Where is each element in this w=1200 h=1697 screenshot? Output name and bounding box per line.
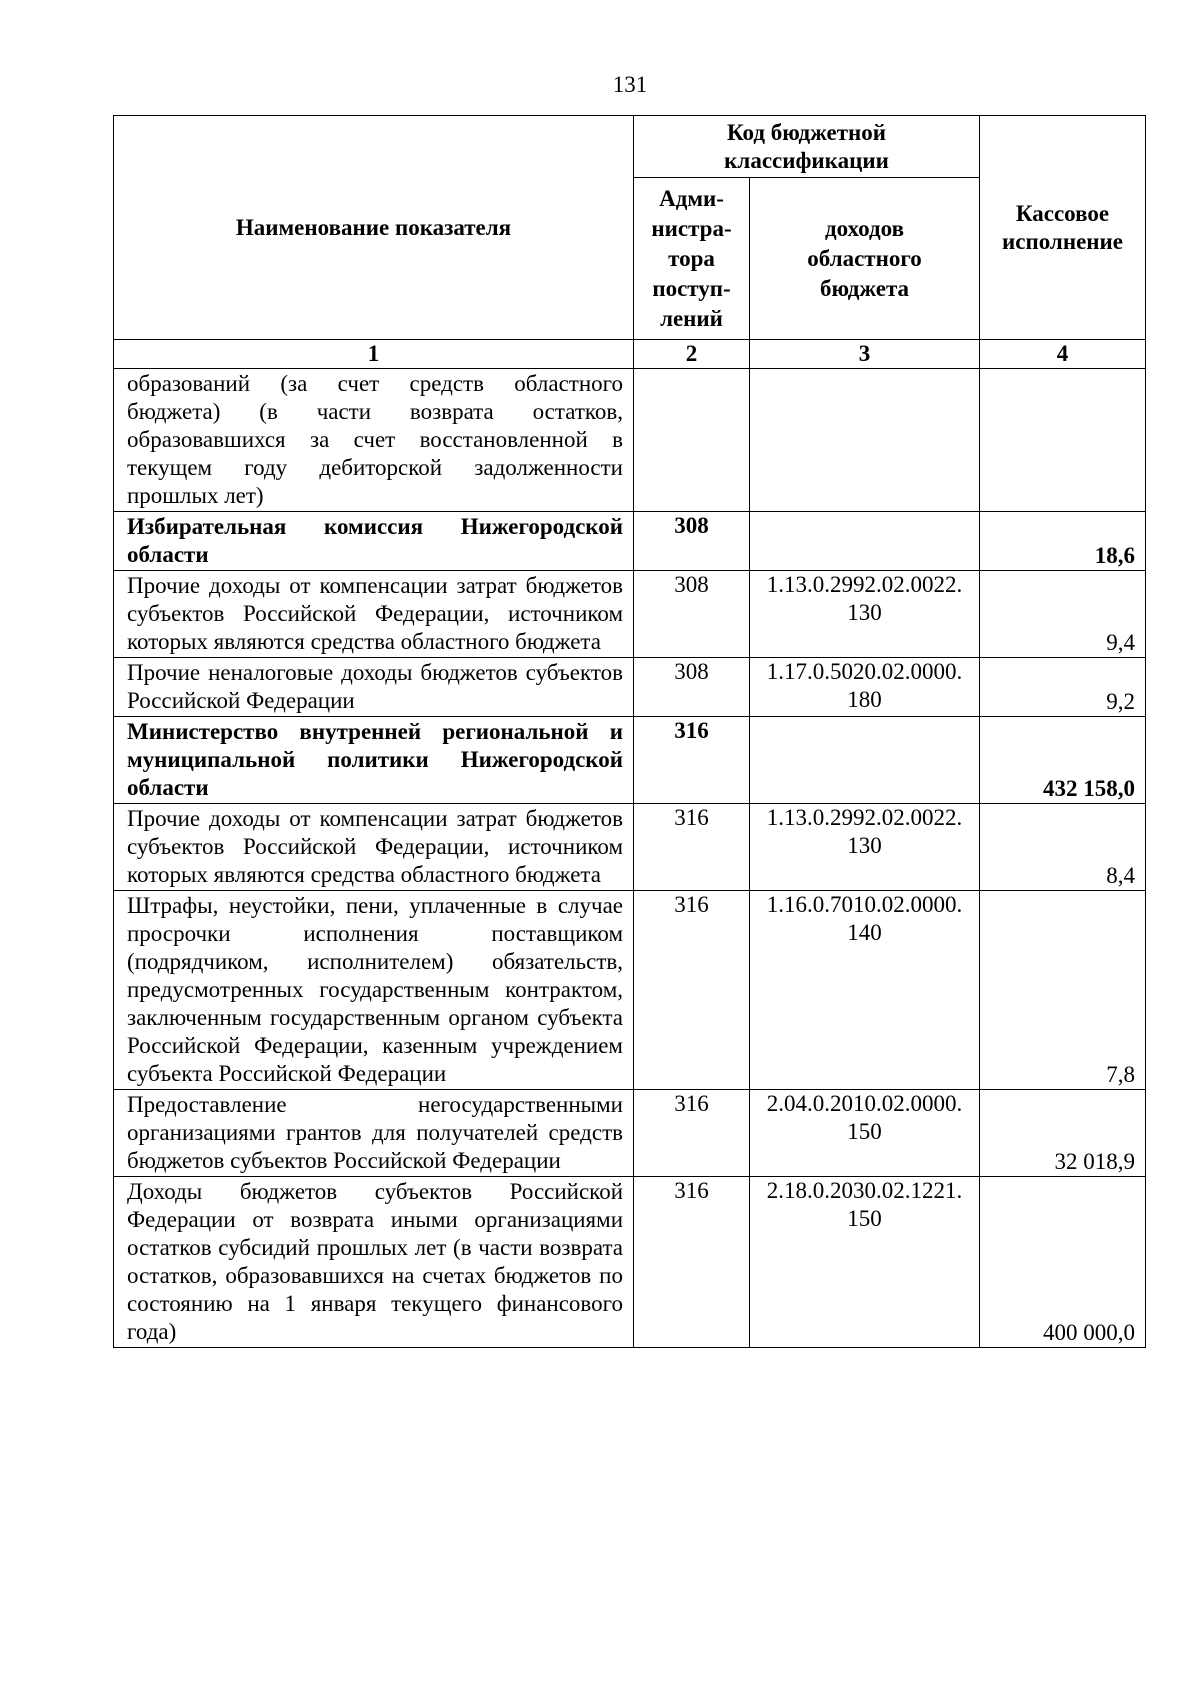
row-sum: 7,8 (980, 891, 1146, 1090)
header-name: Наименование показателя (114, 116, 634, 340)
header-income-line-1: доходов (824, 215, 904, 241)
row-income-code (750, 369, 980, 512)
row-sum (980, 369, 1146, 512)
row-sum: 32 018,9 (980, 1090, 1146, 1177)
header-admin-line-3: тора (668, 245, 715, 271)
table-row (114, 658, 1146, 717)
row-income-code: 1.16.0.7010.02.0000. 140 (750, 891, 980, 1090)
row-income-code: 1.17.0.5020.02.0000. 180 (750, 658, 980, 717)
row-admin-code: 316 (634, 1177, 750, 1348)
header-sum (980, 116, 1146, 340)
row-sum: 9,4 (980, 571, 1146, 658)
budget-revenue-table (113, 115, 1146, 1348)
row-name: Прочие неналоговые доходы бюджетов субъектов Российской Федерации (114, 658, 634, 717)
table-row (114, 891, 1146, 1090)
row-name: Прочие доходы от компенсации затрат бюджетов субъектов Российской Федерации, источником которых являются средства областного бюджета (114, 571, 634, 658)
header-admin-line-1: Адми- (659, 185, 724, 211)
row-admin-code: 316 (634, 804, 750, 891)
row-name: Доходы бюджетов субъектов Российской Федерации от возврата иными организациями остатков субсидий прошлых лет (в части возврата остатков, образовавшихся на счетах бюджетов по состоянию на 1 января текущего финансового года) (114, 1177, 634, 1348)
header-admin-line-5: лений (660, 305, 723, 331)
table-row (114, 571, 1146, 658)
row-income-code: 2.18.0.2030.02.1221. 150 (750, 1177, 980, 1348)
row-admin-code: 316 (634, 891, 750, 1090)
table-body (114, 369, 1146, 1348)
table-row (114, 1177, 1146, 1348)
header-sum-line-2: исполнение (1002, 228, 1123, 254)
table-row (114, 1090, 1146, 1177)
row-admin-code (634, 369, 750, 512)
page-number: 131 (612, 72, 648, 97)
header-income (750, 178, 980, 340)
col-number-2: 2 (634, 340, 750, 369)
col-number-4: 4 (980, 340, 1146, 369)
header-admin-line-4: поступ- (652, 275, 731, 301)
row-income-code: 1.13.0.2992.02.0022. 130 (750, 804, 980, 891)
row-name: Министерство внутренней региональной и муниципальной политики Нижегородской области (114, 717, 634, 804)
header-sum-line-1: Кассовое (1015, 200, 1110, 226)
row-admin-code: 316 (634, 717, 750, 804)
table-row (114, 717, 1146, 804)
row-name: Штрафы, неустойки, пени, уплаченные в случае просрочки исполнения поставщиком (подрядчиком, исполнителем) обязательств, предусмотренных государственным контрактом, заключенным государственным органом субъекта Российской Федерации, казенным учреждением субъекта Российской Федерации (114, 891, 634, 1090)
row-sum: 9,2 (980, 658, 1146, 717)
row-name: Предоставление негосударственными организациями грантов для получателей средств бюджетов субъектов Российской Федерации (114, 1090, 634, 1177)
header-code-group: Код бюджетной классификации (634, 116, 980, 178)
header-income-line-3: бюджета (819, 275, 910, 301)
header-income-line-2: областного (807, 245, 922, 271)
table-row (114, 369, 1146, 512)
row-name: Избирательная комиссия Нижегородской области (114, 512, 634, 571)
row-sum: 400 000,0 (980, 1177, 1146, 1348)
row-admin-code: 308 (634, 658, 750, 717)
row-income-code: 2.04.0.2010.02.0000. 150 (750, 1090, 980, 1177)
header-admin-line-2: нистра- (651, 215, 732, 241)
table-row (114, 512, 1146, 571)
row-income-code (750, 717, 980, 804)
col-number-3: 3 (750, 340, 980, 369)
row-admin-code: 308 (634, 512, 750, 571)
col-number-1: 1 (114, 340, 634, 369)
table-row (114, 804, 1146, 891)
header-admin (634, 178, 750, 340)
row-name: образований (за счет средств областного бюджета) (в части возврата остатков, образовавшихся за счет восстановленной в текущем году дебиторской задолженности прошлых лет) (114, 369, 634, 512)
row-name: Прочие доходы от компенсации затрат бюджетов субъектов Российской Федерации, источником которых являются средства областного бюджета (114, 804, 634, 891)
row-admin-code: 308 (634, 571, 750, 658)
row-admin-code: 316 (634, 1090, 750, 1177)
row-sum: 432 158,0 (980, 717, 1146, 804)
row-income-code (750, 512, 980, 571)
row-sum: 8,4 (980, 804, 1146, 891)
row-income-code: 1.13.0.2992.02.0022. 130 (750, 571, 980, 658)
row-sum: 18,6 (980, 512, 1146, 571)
